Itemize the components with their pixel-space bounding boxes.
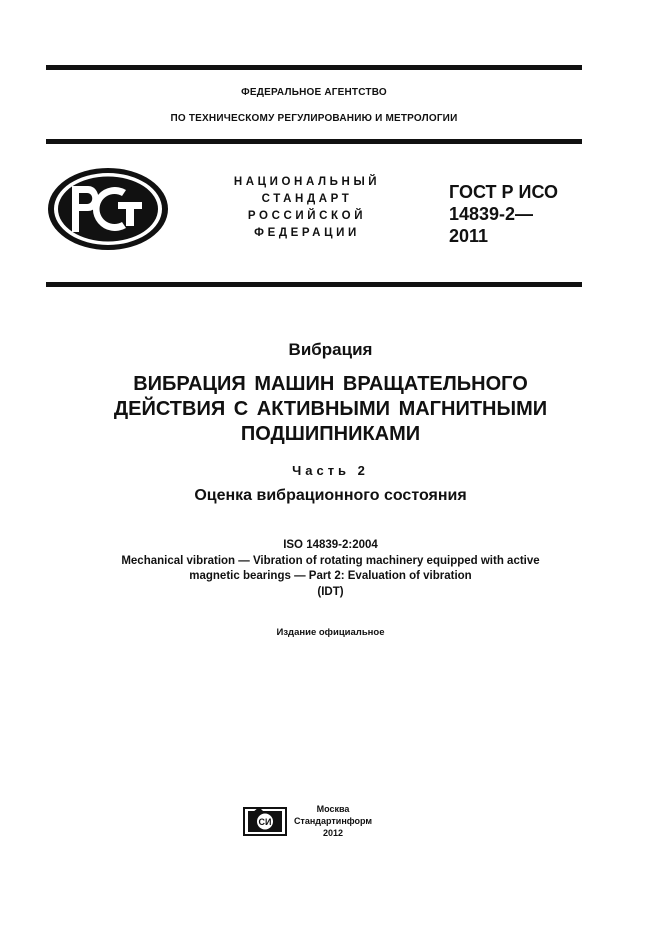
iso-title-line-2: magnetic bearings — Part 2: Evaluation of vibration [189,570,472,582]
national-standard-line-2: СТАНДАРТ [261,193,353,205]
agency-line-1: ФЕДЕРАЛЬНОЕ АГЕНТСТВО [241,87,387,98]
subject-heading: Вибрация [288,340,373,359]
rst-logo-icon [46,166,170,252]
standartinform-logo-icon [243,805,287,837]
designation-line-1: ГОСТ Р ИСО [449,182,559,202]
publisher-name: Стандартинформ [293,816,373,826]
part-label: Часть 2 [292,463,369,478]
publisher-logo-text: СИ [258,817,272,827]
publisher-block [288,803,378,839]
iso-identity: (IDT) [317,585,344,598]
publisher-year: 2012 [322,828,344,838]
divider-rule [46,282,582,287]
edition-label: Издание официальное [276,627,385,638]
national-standard-line-3: РОССИЙСКОЙ [247,210,367,222]
national-standard-line-4: ФЕДЕРАЦИИ [254,227,360,239]
header-rule [46,139,582,144]
document-title [40,372,621,447]
agency-line-2: ПО ТЕХНИЧЕСКОМУ РЕГУЛИРОВАНИЮ И МЕТРОЛОГИИ [170,113,458,124]
iso-title-line-1: Mechanical vibration — Vibration of rotating machinery equipped with active [121,554,540,567]
designation-line-3: 2011 [449,226,489,246]
title-line-3: ПОДШИПНИКАМИ [240,423,421,445]
document-subtitle: Оценка вибрационного состояния [194,487,467,504]
title-line-1: ВИБРАЦИЯ МАШИН ВРАЩАТЕЛЬНОГО [133,373,528,395]
national-standard-block [212,174,402,242]
publisher-city: Москва [316,804,350,814]
title-line-2: ДЕЙСТВИЯ С АКТИВНЫМИ МАГНИТНЫМИ [113,398,548,420]
iso-reference [40,538,621,600]
designation-line-2: 14839-2— [449,204,534,224]
iso-number: ISO 14839-2:2004 [283,539,378,551]
standard-designation [449,181,589,247]
logo-text: РСТ [46,166,48,167]
top-rule [46,65,582,70]
national-standard-line-1: НАЦИОНАЛЬНЫЙ [233,176,381,188]
